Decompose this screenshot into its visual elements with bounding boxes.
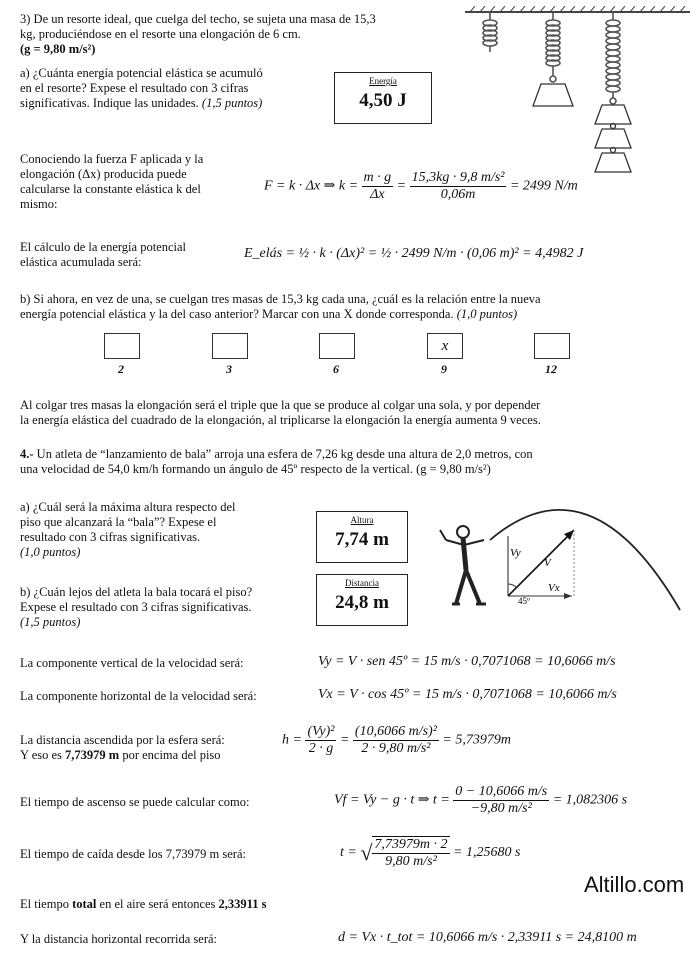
k-text-line1: Conociendo la fuerza F aplicada y la (20, 152, 204, 166)
springs-figure (465, 6, 690, 181)
choice-label-6: 6 (333, 362, 339, 376)
k-text-line4: mismo: (20, 197, 58, 211)
t-up-result: = 1,082306 s (552, 792, 628, 808)
q3a-points: (1,5 puntos) (201, 96, 263, 110)
problem4-intro-line1: Un atleta de “lanzamiento de bala” arroja una esfera de 7,26 kg desde una altura de 2,0 metros, con (33, 447, 533, 461)
t-down-num: 7,73979m · 2 (374, 837, 448, 852)
h-eq-den1: 2 · g (308, 741, 334, 756)
t-total-a: El tiempo (20, 897, 73, 911)
choice-label-12: 12 (545, 362, 557, 376)
vx-arrowhead (564, 593, 572, 599)
q4b-line1: b) ¿Cuán lejos del atleta la bala tocará el piso? (20, 585, 253, 599)
problem3-explanation (20, 398, 690, 428)
problem4-intro (20, 447, 690, 477)
height-equation: h = $\frac{\text{(Vy)²}}{2 \cdot g}$ = $\frac{\text{(10,6066 m/s)²}}{\text{2 · 9,80 m/s²}}$ = 5,73979m (282, 724, 511, 756)
k-equation: F = k · Δx ⇒ k = $\frac{m \cdot g}{\Delta x}$ = $\frac{\text{15,3kg · 9,8 m/s²}}{0,06m}$ = 2499 N/m (264, 170, 578, 202)
energy-box-label: Energía (369, 76, 397, 86)
t-total-c: en el aire será entonces (96, 897, 219, 911)
t-up-num: 0 − 10,6066 m/s (455, 784, 548, 799)
k-eq-frac1-num: m · g (363, 170, 392, 185)
k-eq-frac2-den: 0,06m (440, 187, 476, 202)
t-up-eq-lhs: Vf = Vy − g · t ⇒ t = (334, 792, 450, 808)
h-eq-result: = 5,73979m (442, 732, 511, 748)
t-down-result: = 1,25680 s (453, 845, 521, 861)
angle-label: 45º (518, 596, 530, 606)
choice-box-3[interactable] (212, 333, 248, 359)
q3b-line2: energía potencial elástica y la del caso anterior? Marcar con una X donde corresponda. (20, 307, 454, 321)
spring-2 (546, 12, 560, 82)
choice-box-6[interactable] (319, 333, 355, 359)
energy-answer-box (334, 72, 432, 124)
choice-label-9: 9 (441, 362, 447, 376)
h-text-line1: La distancia ascendida por la esfera será: (20, 733, 225, 747)
problem4-number: 4.- (20, 447, 34, 461)
expl-line2: la energía elástica del cuadrado de la elongación, al triplicarse la elongación la energía aumenta 9 veces. (20, 413, 541, 427)
problem3-intro-line1: 3) De un resorte ideal, que cuelga del techo, se sujeta una masa de 15,3 (20, 12, 376, 26)
h-text-2b: 7,73979 m (65, 748, 120, 762)
t-down-text: El tiempo de caída desde los 7,73979 m será: (20, 847, 246, 861)
mass-1 (533, 84, 573, 106)
vy-equation: Vy = V · sen 45º = 15 m/s · 0,7071068 = 10,6066 m/s (318, 654, 616, 669)
t-total-d: 2,33911 s (218, 897, 267, 911)
t-up-den: −9,80 m/s² (470, 801, 532, 816)
t-total-b: total (72, 897, 97, 911)
t-down-equation: t = √ $\frac{7,73979m \cdot 2}{\text{9,80 m/s²}}$ = 1,25680 s (340, 837, 521, 869)
t-down-eq-lhs: t = (340, 845, 357, 861)
e-text-line1: El cálculo de la energía potencial (20, 240, 187, 254)
height-box-label: Altura (350, 515, 374, 525)
q4b-points: (1,5 puntos) (20, 615, 81, 629)
vx-text: La componente horizontal de la velocidad será: (20, 689, 257, 703)
h-text-2c: por encima del piso (119, 748, 221, 762)
energy-box-value: 4,50 J (359, 90, 407, 111)
k-eq-result: = 2499 N/m (509, 178, 578, 194)
vy-text: La componente vertical de la velocidad será: (20, 656, 244, 670)
q3a-line2: en el resorte? Expese el resultado con 3 cifras (20, 81, 249, 95)
choice-box-2[interactable] (104, 333, 140, 359)
t-down-den: 9,80 m/s² (385, 854, 437, 869)
q4a-points: (1,0 puntos) (20, 545, 81, 559)
v-vector (508, 530, 574, 596)
e-text-line2: elástica acumulada será: (20, 255, 142, 269)
energy-explanation (20, 240, 240, 270)
q4a-line3: resultado con 3 cifras significativas. (20, 530, 201, 544)
t-up-equation (334, 784, 627, 817)
vx-label: Vx (548, 582, 560, 594)
problem4-question-b (20, 585, 310, 630)
height-box-value: 7,74 m (335, 529, 389, 550)
k-text-line3: calcularse la constante elástica k del (20, 182, 201, 196)
expl-line1: Al colgar tres masas la elongación será el triple que la que se produce al colgar una sola, y por depender (20, 398, 541, 412)
h-eq-num1: (Vy)² (307, 724, 335, 739)
problem4-question-a (20, 500, 310, 560)
height-explanation (20, 733, 280, 763)
q4b-line2: Expese el resultado con 3 cifras significativas. (20, 600, 252, 614)
shot-put-diagram (430, 500, 692, 618)
q4a-line2: piso que alcanzará la “bala”? Expese el (20, 515, 217, 529)
choice-box-12[interactable] (534, 333, 570, 359)
vx-equation: Vx = V · cos 45º = 15 m/s · 0,7071068 = 10,6066 m/s (318, 687, 617, 702)
q3a-line1: a) ¿Cuánta energía potencial elástica se acumuló (20, 66, 263, 80)
t-up-text: El tiempo de ascenso se puede calcular como: (20, 795, 250, 809)
choice-box-9[interactable]: x (427, 333, 463, 359)
choice-label-2: 2 (118, 362, 124, 376)
q4a-line1: a) ¿Cuál será la máxima altura respecto del (20, 500, 236, 514)
total-time-text (20, 897, 420, 912)
height-answer-box (316, 511, 408, 563)
k-eq-frac2-num: 15,3kg · 9,8 m/s² (411, 170, 505, 185)
altillo-watermark: Altillo.com (584, 872, 685, 897)
problem4-intro-line2: una velocidad de 54,0 km/h formando un ángulo de 45º respecto de la vertical. (g = 9,80 m/s²) (20, 462, 491, 476)
v-label: V (544, 557, 551, 569)
h-eq-num2: (10,6066 m/s)² (354, 724, 437, 739)
q3b-points: (1,0 puntos) (456, 307, 518, 321)
vy-label: Vy (510, 547, 521, 559)
problem3-question-a (20, 66, 320, 111)
k-explanation (20, 152, 255, 212)
spring-1 (483, 12, 497, 52)
choice-label-3: 3 (226, 362, 232, 376)
distance-box-value: 24,8 m (335, 592, 389, 613)
energy-equation: E_elás = ½ · k · (Δx)² = ½ · 2499 N/m · (0,06 m)² = 4,4982 J (244, 246, 584, 261)
problem3-gravity: (g = 9,80 m/s²) (20, 42, 96, 56)
problem3-intro-line2: kg, produciéndose en el resorte una elongación de 6 cm. (20, 27, 301, 41)
k-eq-lhs: F = k · Δx ⇒ k = (264, 178, 359, 194)
spring-3 (606, 12, 620, 104)
h-eq-den2: 2 · 9,80 m/s² (361, 741, 431, 756)
distance-text: Y la distancia horizontal recorrida será: (20, 932, 218, 946)
k-text-line2: elongación (Δx) producida puede (20, 167, 187, 181)
q3a-line3: significativas. Indique las unidades. (20, 96, 199, 110)
distance-equation: d = Vx · t_tot = 10,6066 m/s · 2,33911 s = 24,8100 m (338, 930, 637, 945)
distance-box-label: Distancia (345, 578, 379, 588)
problem3-question-b (20, 292, 690, 322)
q3b-line1: b) Si ahora, en vez de una, se cuelgan tres masas de 15,3 kg cada una, ¿cuál es la relación entre la nueva (20, 292, 541, 306)
trajectory-curve (490, 510, 680, 610)
athlete-figure (440, 526, 486, 604)
distance-answer-box (316, 574, 408, 626)
h-text-2a: Y eso es (20, 748, 66, 762)
k-eq-frac1-den: Δx (370, 187, 385, 202)
problem3-intro (20, 12, 460, 57)
mass-stack (595, 105, 631, 172)
